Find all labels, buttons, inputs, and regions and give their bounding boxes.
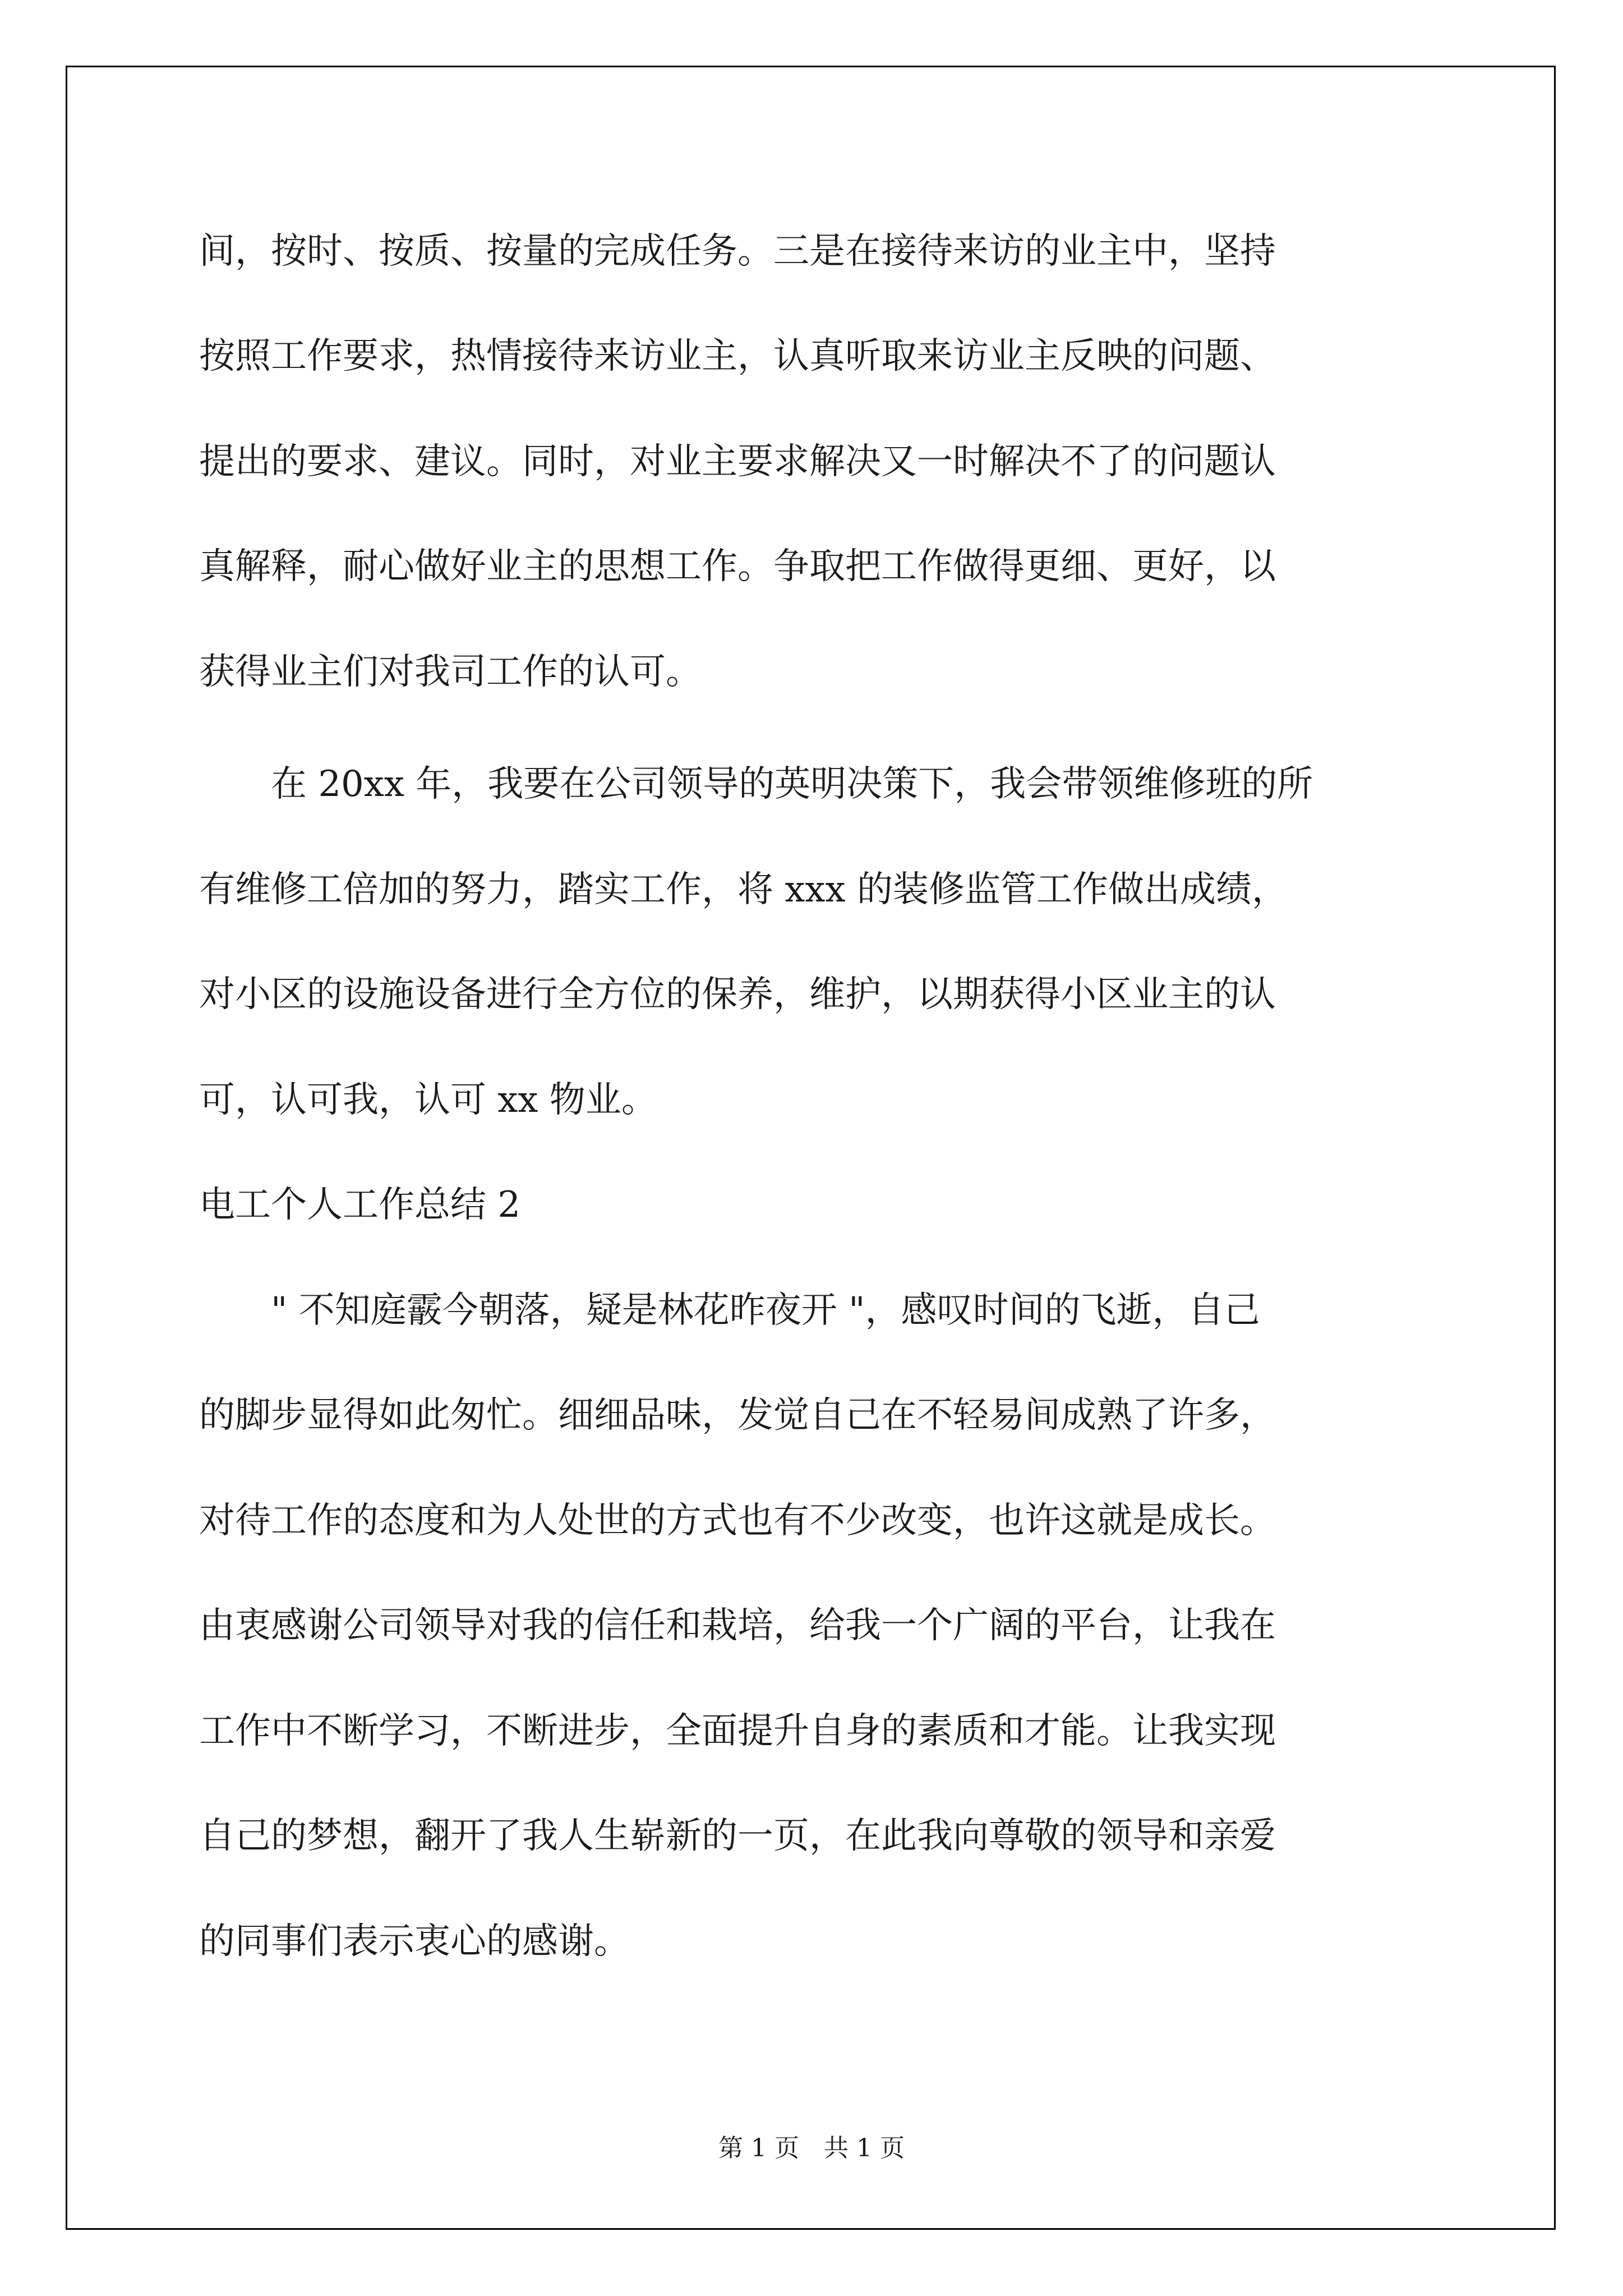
text-line: 的同事们表示衷心的感谢。 [199, 1921, 630, 1962]
text-line: " 不知庭霰今朝落，疑是林花昨夜开 "，感叹时间的飞逝，自己 [199, 1290, 1260, 1331]
text-line: 间，按时、按质、按量的完成任务。三是在接待来访的业主中，坚持 [199, 231, 1276, 272]
text-line: 自己的梦想，翻开了我人生崭新的一页，在此我向尊敬的领导和亲爱 [199, 1815, 1276, 1857]
text-line: 有维修工倍加的努力，踏实工作，将 xxx 的装修监管工作做出成绩， [199, 869, 1288, 910]
page-border [66, 66, 1556, 2230]
text-line: 的脚步显得如此匆忙。细细品味，发觉自己在不轻易间成熟了许多， [199, 1395, 1276, 1436]
text-line: 在 20xx 年，我要在公司领导的英明决策下，我会带领维修班的所 [199, 763, 1313, 805]
text-line: 工作中不断学习，不断进步，全面提升自身的素质和才能。让我实现 [199, 1710, 1276, 1752]
text-line: 对待工作的态度和为人处世的方式也有不少改变，也许这就是成长。 [199, 1500, 1276, 1542]
text-line: 提出的要求、建议。同时，对业主要求解决又一时解决不了的问题认 [199, 441, 1276, 482]
page-footer: 第 1 页 共 1 页 [718, 2134, 905, 2162]
text-line: 按照工作要求，热情接待来访业主，认真听取来访业主反映的问题、 [199, 335, 1276, 377]
section-heading: 电工个人工作总结 2 [199, 1184, 521, 1226]
text-line: 获得业主们对我司工作的认可。 [199, 651, 702, 693]
text-line: 对小区的设施设备进行全方位的保养，维护，以期获得小区业主的认 [199, 974, 1276, 1015]
text-line: 可，认可我，认可 xx 物业。 [199, 1079, 657, 1121]
text-line: 由衷感谢公司领导对我的信任和栽培，给我一个广阔的平台，让我在 [199, 1605, 1276, 1646]
text-line: 真解释，耐心做好业主的思想工作。争取把工作做得更细、更好，以 [199, 546, 1276, 587]
